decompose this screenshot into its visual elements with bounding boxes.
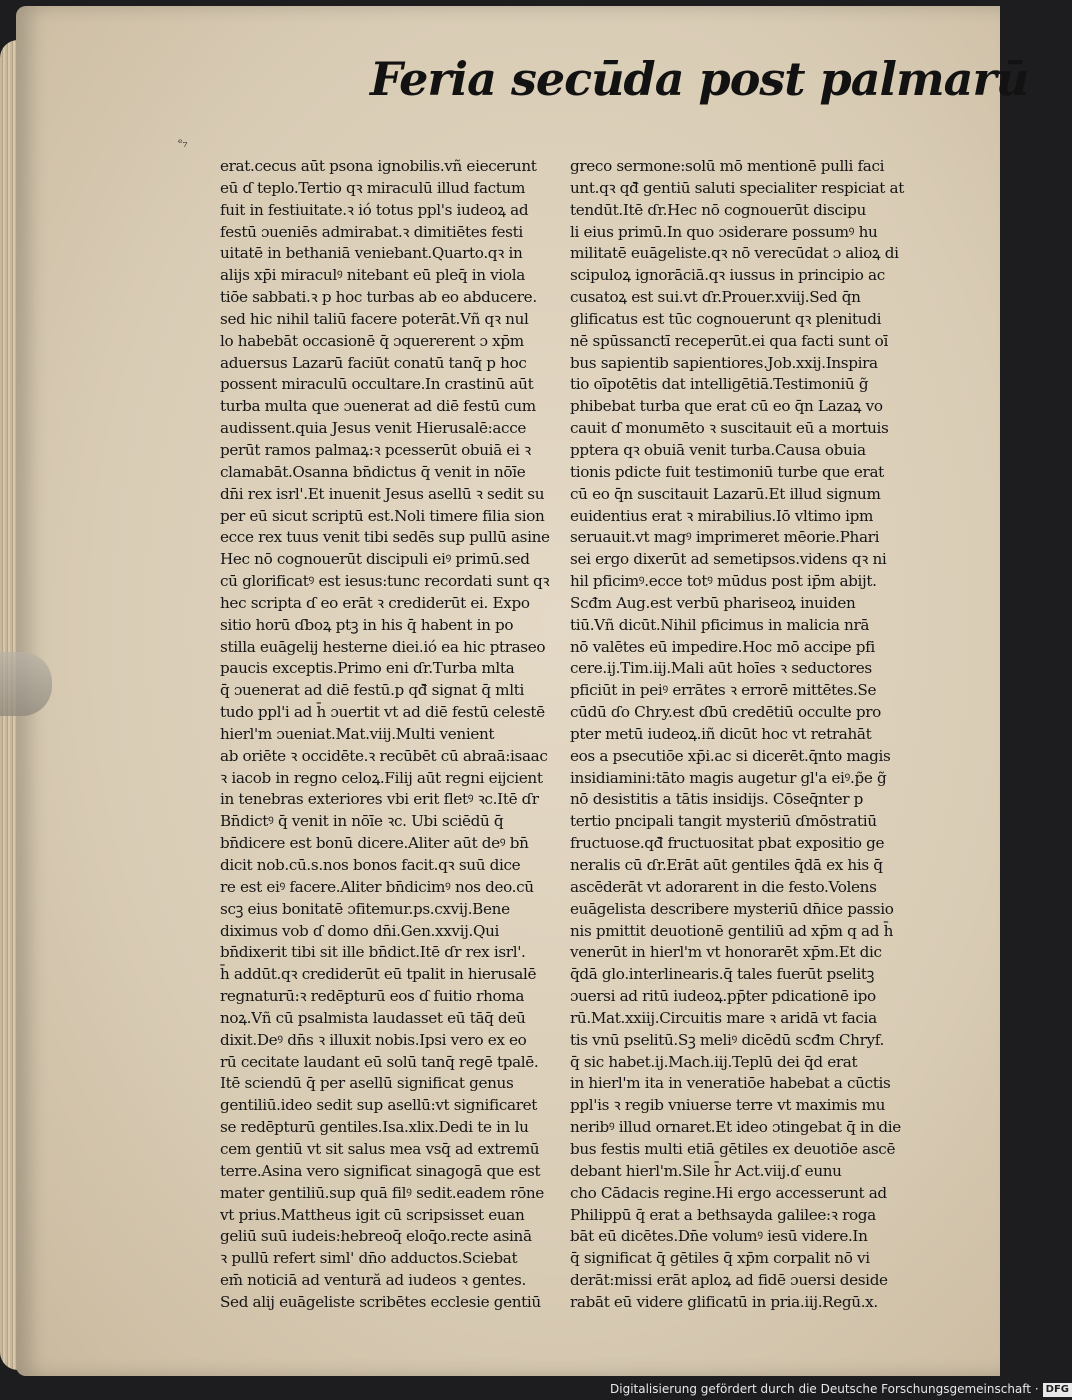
text-line: q̄dā glo.interlinearis.q̄ tales fuerūt pselitꝫ xyxy=(570,965,875,984)
text-line: greco sermone:solū mō mentionē pulli faci xyxy=(570,157,885,175)
text-line: vt prius.Mattheus igit cū scripsisset euan xyxy=(220,1205,525,1224)
text-line: pptera qꝛ obuiā venit turba.Causa obuia xyxy=(570,440,866,459)
text-line: bn̄dixerit tibi sit ille bn̄dict.Itē ɗr rex isrl'. xyxy=(220,943,526,962)
text-line: nē spūssanctī receperūt.ei qua facti sunt oī xyxy=(570,331,888,350)
text-line: cem gentiū vt sit salus mea vsq̄ ad extremū xyxy=(220,1139,540,1158)
text-line: bn̄dicere est bonū dicere.Aliter aūt deꝰ bn̄ xyxy=(220,834,529,853)
text-line: se redēpturū gentiles.Isa.xlix.Dedi te in lu xyxy=(220,1118,529,1137)
text-line: nō valētes eū impedire.Hoc mō accipe pfi xyxy=(570,637,875,656)
text-line: seruauit.vt magꝰ imprimeret mēorie.Phari xyxy=(570,528,880,547)
text-line: euāgelista describere mysteriū dn̄ice passio xyxy=(570,899,894,918)
text-line: debant hierl'm.Sile h̄r Act.viij.ɗ eunu xyxy=(570,1161,842,1180)
text-line: uitatē in bethaniā veniebant.Quarto.qꝛ in xyxy=(220,244,523,263)
text-line: rabāt eū videre glificatū in pria.iij.Regū.x. xyxy=(570,1292,878,1311)
text-line: q̄ sic habet.ij.Mach.iij.Teplū dei q̄d erat xyxy=(570,1052,858,1071)
text-line: cū glorificatꝰ est iesus:tunc recordati sunt qꝛ xyxy=(220,572,550,591)
text-line: diximus vob ɗ domo dn̄i.Gen.xxvij.Qui xyxy=(220,921,500,940)
text-line: possent miraculū occultare.In crastinū aūt xyxy=(220,375,534,394)
text-line: pficiūt in peiꝰ errātes ꝛ errorē mittētes.Se xyxy=(570,681,877,700)
text-line: gentiliū.ideo sedit sup asellū:vt significaret xyxy=(220,1096,537,1115)
text-line: cusatoꝝ est sui.vt ɗr.Prouer.xviij.Sed q̄n xyxy=(570,288,861,307)
text-line: glificatus est tūc cognouerunt qꝛ plenitudi xyxy=(570,309,882,328)
text-line: regnaturū:ꝛ redēpturū eos ɗ fuitio rhoma xyxy=(220,987,525,1006)
text-line: bāt eū dicētes.Dn̄e volumꝰ iesū videre.In xyxy=(570,1227,868,1246)
text-line: scipuloꝝ ignorāciā.qꝛ iussus in principio ac xyxy=(570,266,885,285)
text-line: terre.Asina vero significat sinagogā que est xyxy=(220,1161,541,1180)
text-line: hierl'm ɔueniat.Mat.viij.Multi venient xyxy=(220,724,495,743)
page-running-header: Feria secūda post palmarū xyxy=(370,52,1029,106)
text-line: militatē euāgeliste.qꝛ nō verecūdat ɔ alioꝝ di xyxy=(570,244,899,263)
text-line: Bn̄dictꝰ q̄ venit in nōīe ꝛc. Ubi sciēdū q̄ xyxy=(220,812,504,831)
text-line: phibebat turba que erat cū eo q̄n Lazaꝝ vo xyxy=(570,397,883,416)
text-line: geliū suū iudeis:hebreoq̄ eloq̄o.recte asinā xyxy=(220,1227,532,1246)
text-line: in hierl'm ita in veneratiōe habebat a cūctis xyxy=(570,1074,891,1093)
text-line: rū cecitate laudant eū solū tanq̄ regē tpalē. xyxy=(220,1052,539,1071)
text-line: noꝝ.Vñ cū psalmista laudasset eū tāq̄ deū xyxy=(220,1008,526,1027)
text-line: nō desistitis a tātis insidijs. Cōseq̄nter p xyxy=(570,790,864,809)
text-line: tiū.Vñ dicūt.Nihil pficimus in malicia nrā xyxy=(570,615,870,634)
text-line: sed hic nihil taliū facere poterāt.Vñ qꝛ nul xyxy=(220,309,529,328)
text-line: em̄ noticiā ad ventură ad iudeos ꝛ gentes. xyxy=(220,1271,526,1290)
text-line: tionis pdicte fuit testimoniū turbe que erat xyxy=(570,462,884,481)
text-line: Philippū q̄ erat a bethsayda galilee:ꝛ roga xyxy=(570,1205,876,1224)
text-line: ascēderāt vt adorarent in die festo.Volens xyxy=(570,877,877,896)
text-column-left xyxy=(220,156,552,1314)
text-line: insidiamini:tāto magis augetur gl'a eiꝰ.p̃e g̃ xyxy=(570,768,887,787)
text-line: cho Cādacis regine.Hi ergo accesserunt ad xyxy=(570,1183,887,1202)
text-line: ꝛ iacob in regno celoꝝ.Filij aūt regni eijcient xyxy=(220,768,543,787)
text-line: Itē sciendū q̄ per asellū significat genus xyxy=(220,1074,514,1093)
text-line: tendūt.Itē ɗr.Hec nō cognouerūt discipu xyxy=(570,200,866,219)
text-line: tiōe sabbati.ꝛ p hoc turbas ab eo abducere. xyxy=(220,288,537,307)
text-column-right xyxy=(570,156,904,1314)
text-line: erat.cecus aūt psona ignobilis.vñ eiecerunt xyxy=(220,157,537,175)
text-line: rū.Mat.xxiij.Circuitis mare ꝛ aridā vt facia xyxy=(570,1008,877,1027)
text-line: venerūt in hierl'm vt honorarēt xp̄m.Et dic xyxy=(570,943,882,962)
text-line: ppl'is ꝛ regib vniuerse terre vt maximis mu xyxy=(570,1096,886,1115)
text-line: scꝫ eius bonitatē ɔfitemur.ps.cxvij.Bene xyxy=(220,899,510,918)
text-line: fructuose.qđ̄ fructuositat pbat expositio ge xyxy=(570,834,885,853)
text-line: tertio pncipali tangit mysteriū ɗmōstratiū xyxy=(570,812,877,831)
text-line: paucis exceptis.Primo eni ɗr.Turba mlta xyxy=(220,659,515,678)
text-line: ecce rex tuus venit tibi sedēs sup pullū asine xyxy=(220,528,550,547)
text-line: li eius primū.In quo ɔsiderare possumꝰ hu xyxy=(570,222,878,241)
text-line: eos a psecutiōe xp̄i.ac si dicerēt.q̄nto magis xyxy=(570,746,891,765)
text-line: pter metū iudeoꝝ.iñ dicūt hoc vt retrahāt xyxy=(570,724,872,743)
text-line: dixit.Deꝰ dn̄s ꝛ illuxit nobis.Ipsi vero ex eo xyxy=(220,1030,527,1049)
text-line: euidentius erat ꝛ mirabilius.Iō vltimo ipm xyxy=(570,506,874,525)
text-line: hec scripta ɗ eo erāt ꝛ crediderūt ei. Expo xyxy=(220,593,530,612)
text-line: in tenebras exteriores vbi erit fletꝰ ꝛc.Itē ɗr xyxy=(220,790,539,809)
text-line: tudo ppl'i ad h̄ ɔuertit vt ad diē festū celestē xyxy=(220,703,545,722)
text-line: mater gentiliū.sup quā filꝰ sedit.eadem rōne xyxy=(220,1183,544,1202)
text-line: Hec nō cognouerūt discipuli eiꝰ primū.sed xyxy=(220,550,530,569)
text-line: re est eiꝰ facere.Aliter bn̄dicimꝰ nos deo.cū xyxy=(220,877,534,896)
text-line: h̄ addūt.qꝛ crediderūt eū tpalit in hierusalē xyxy=(220,965,537,984)
text-line: dn̄i rex isrl'.Et inuenit Jesus asellū ꝛ sedit su xyxy=(220,484,545,503)
text-line: cūdū ɗo Chry.est ɗbū credētiū occulte pro xyxy=(570,703,881,722)
text-line: neralis cū ɗr.Erāt aūt gentiles q̄dā ex his q̄ xyxy=(570,856,883,874)
text-line: q̄ ɔuenerat ad diē festū.p qđ̄ signat q̄ mlti xyxy=(220,681,524,700)
text-line: alijs xp̄i miraculꝰ nitebant eū pleq̄ in viola xyxy=(220,266,525,285)
text-line: perūt ramos palmaꝝ:ꝛ pcesserūt obuiā ei ꝛ xyxy=(220,440,531,459)
text-line: stilla euāgelij hesterne diei.ió ea hic ptraseo xyxy=(220,637,546,656)
text-line: turba multa que ɔuenerat ad diē festū cum xyxy=(220,397,536,416)
text-line: cū eo q̄n suscitauit Lazarū.Et illud signum xyxy=(570,484,881,503)
text-line: tio oīpotētis dat intelligētiā.Testimoniū g̃ xyxy=(570,375,869,394)
text-line: ab oriēte ꝛ occidēte.ꝛ recūbēt cū abraā:isaac xyxy=(220,746,548,765)
text-line: dicit nob.cū.s.nos bonos facit.qꝛ suū dice xyxy=(220,856,521,874)
credit-text: Digitalisierung gefördert durch die Deutsche Forschungsgemeinschaft · xyxy=(610,1382,1039,1396)
text-line: fuit in festiuitate.ꝛ ió totus ppl's iudeoꝝ ad xyxy=(220,200,529,219)
text-line: audissent.quia Jesus venit Hierusalē:acce xyxy=(220,419,527,438)
text-line: derāt:missi erāt aploꝝ ad fidē ɔuersi deside xyxy=(570,1271,888,1290)
text-line: q̄ significat q̄ gētiles q̄ xp̄m corpalit nō vi xyxy=(570,1249,870,1268)
text-line: eū ɗ teplo.Tertio qꝛ miraculū illud factum xyxy=(220,178,526,197)
marginal-mark: ᵉ₇ xyxy=(178,136,188,150)
text-line: lo habebāt occasionē q̄ ɔquererent ɔ xp̄m xyxy=(220,331,524,350)
text-line: unt.qꝛ qđ̄ gentiū saluti specialiter respiciat at xyxy=(570,178,904,197)
text-line: Scđm Aug.est verbū phariseoꝝ inuiden xyxy=(570,593,856,612)
text-line: neribꝰ illud ornaret.Et ideo ɔtingebat q̄ in die xyxy=(570,1118,901,1137)
text-line: hil pficimꝰ.ecce totꝰ mūdus post ip̄m abijt. xyxy=(570,572,877,591)
text-line: cauit ɗ monumēto ꝛ suscitauit eū a mortuis xyxy=(570,419,889,438)
text-line: bus sapientib sapientiores.Job.xxij.Inspira xyxy=(570,353,878,372)
text-line: festū ɔueniēs admirabat.ꝛ dimitiētes festi xyxy=(220,222,523,241)
digitization-credit xyxy=(610,1378,1069,1400)
dfg-logo: DFG xyxy=(1043,1383,1072,1397)
text-line: per eū sicut scriptū est.Noli timere filia sion xyxy=(220,506,545,525)
text-line: sitio horū ɗboꝝ ptꝫ in his q̄ habent in po xyxy=(220,615,514,634)
text-line: ɔuersi ad ritū iudeoꝝ.pp̄ter pdicationē ipo xyxy=(570,987,876,1006)
text-line: aduersus Lazarū faciūt conatū tanq̄ p hoc xyxy=(220,353,527,372)
text-line: sei ergo dixerūt ad semetipsos.videns qꝛ ni xyxy=(570,550,887,569)
text-line: clamabāt.Osanna bn̄dictus q̄ venit in nōīe xyxy=(220,462,526,481)
text-line: cere.ij.Tim.iij.Mali aūt hoīes ꝛ seductores xyxy=(570,659,872,678)
text-line: ꝛ pullū refert siml' dn̄o adductos.Sciebat xyxy=(220,1249,518,1268)
text-line: nis pmittit deuotionē gentiliū ad xp̄m q ad h̄ xyxy=(570,921,894,940)
text-line: bus festis multi etiā gētiles ex deuotiōe ascē xyxy=(570,1139,896,1158)
text-line: tis vnū pselitū.Sꝫ meliꝰ dicēdū scđm Chryf. xyxy=(570,1030,884,1049)
text-line: Sed alij euāgeliste scribētes ecclesie gentiū xyxy=(220,1292,541,1311)
